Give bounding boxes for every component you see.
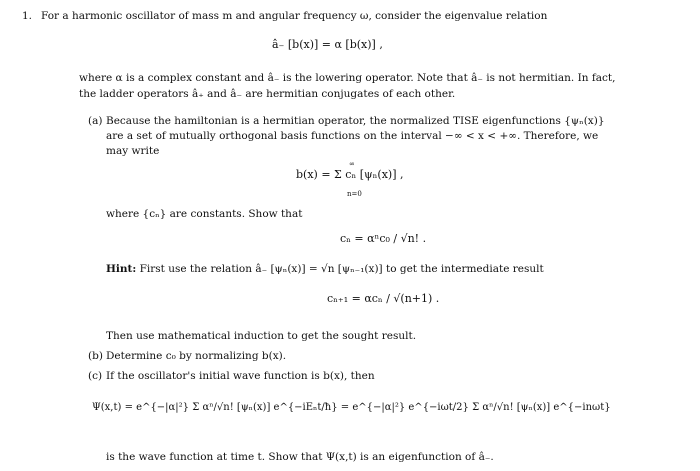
expansion-equation — [296, 168, 403, 182]
hint-text: First use the relation â₋ [ψₙ(x)] = √n [ψₙ₋₁(x)] to get the intermediate result — [139, 263, 544, 275]
hint-line — [106, 263, 544, 276]
where-constants-text: where {cₙ} are constants. Show that — [106, 208, 303, 220]
alpha-text: where α is a complex constant and â₋ is the lowering operator. Note that â₋ is not hermitian. In fact, — [79, 72, 616, 84]
part-c-label: (c) — [88, 370, 103, 382]
part-b-label: (b) — [88, 350, 103, 362]
problem-number: 1. — [22, 10, 33, 22]
part-a-line2: are a set of mutually orthogonal basis functions on the interval −∞ < x < +∞. Therefore, we — [106, 130, 599, 142]
problem-intro: For a harmonic oscillator of mass m and angular frequency ω, consider the eigenvalue relation — [41, 10, 548, 22]
sum-upper-limit: ∞ — [349, 160, 355, 168]
part-a-line3: may write — [106, 145, 160, 157]
hint-label: Hint: — [106, 263, 137, 275]
cn-equation: cₙ = αⁿc₀ / √n! . — [340, 232, 427, 245]
ladder-text: the ladder operators â₊ and â₋ are hermitian conjugates of each other. — [79, 88, 456, 100]
final-text: is the wave function at time t. Show that Ψ(x,t) is an eigenfunction of â₋. — [106, 451, 494, 463]
eigen-equation: â₋ [b(x)] = α [b(x)] , — [272, 38, 383, 51]
expansion-equation-text: b(x) = Σ cₙ [ψₙ(x)] , — [296, 168, 404, 181]
part-a-line1: Because the hamiltonian is a hermitian operator, the normalized TISE eigenfunctions {ψₙ(x)} — [106, 115, 605, 127]
wavefunction-equation: Ψ(x,t) = e^{−|α|²} Σ αⁿ/√n! [ψₙ(x)] e^{−iEₙt/ħ} = e^{−|α|²} e^{−iωt/2} Σ αⁿ/√n! [ψₙ(x)] e^{−inωt} — [92, 402, 611, 413]
part-b-text: Determine c₀ by normalizing b(x). — [106, 350, 287, 362]
part-a-label: (a) — [88, 115, 103, 127]
part-c-text: If the oscillator's initial wave function is b(x), then — [106, 370, 375, 382]
sum-lower-limit: n=0 — [347, 190, 362, 198]
recurrence-equation: cₙ₊₁ = αcₙ / √(n+1) . — [327, 292, 440, 305]
induction-text: Then use mathematical induction to get the sought result. — [106, 330, 417, 342]
